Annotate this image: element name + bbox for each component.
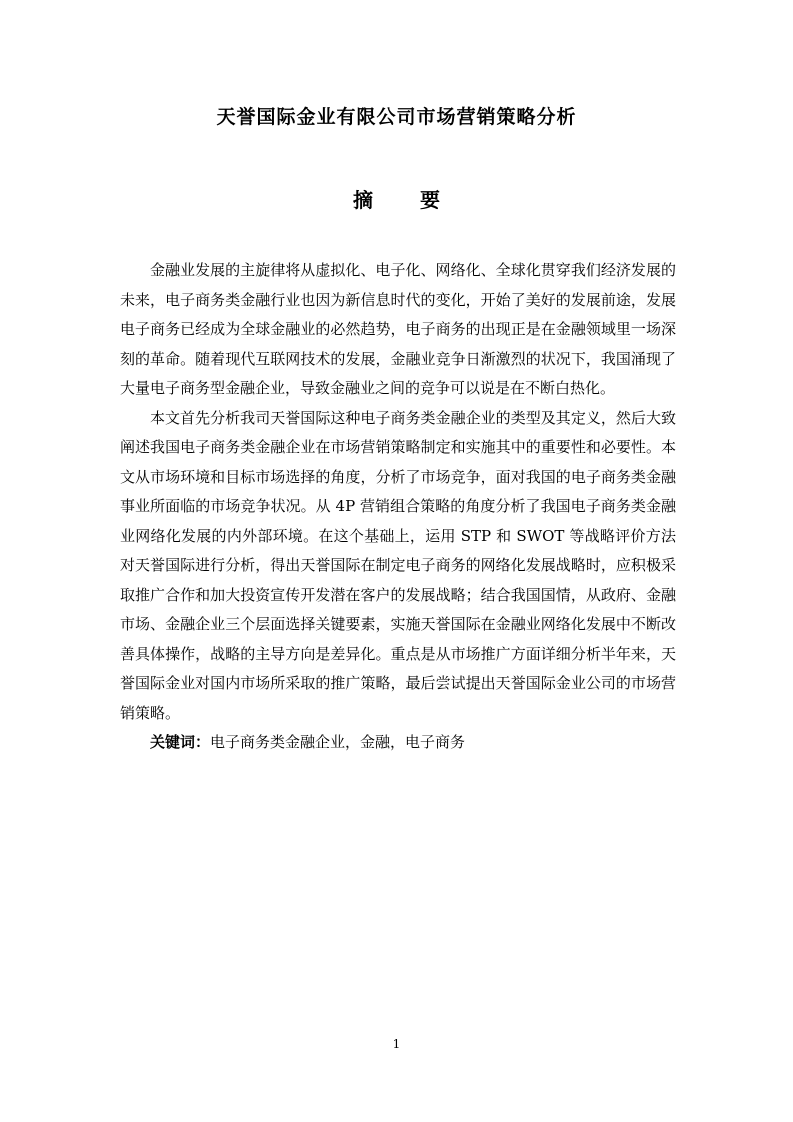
keywords-text: 电子商务类金融企业，金融，电子商务 xyxy=(210,733,466,751)
abstract-paragraph-1: 金融业发展的主旋律将从虚拟化、电子化、网络化、全球化贯穿我们经济发展的未来，电子商务类金融行业也因为新信息时代的变化，开始了美好的发展前途，发展电子商务已经成为全球金融业的必然趋势，电子商务的出现正是在金融领域里一场深刻的革命。随着现代互联网技术的发展，金融业竞争日渐激烈的状况下，我国涌现了大量电子商务型金融企业，导致金融业之间的竞争可以说是在不断白热化。 xyxy=(120,261,676,397)
abstract-body xyxy=(120,256,676,758)
document-title: 天誉国际金业有限公司市场营销策略分析 xyxy=(216,106,577,128)
keywords-line xyxy=(120,728,676,758)
abstract-heading: 摘 要 xyxy=(353,188,460,212)
abstract-paragraph-2: 本文首先分析我司天誉国际这种电子商务类金融企业的类型及其定义，然后大致阐述我国电子商务类金融企业在市场营销策略制定和实施其中的重要性和必要性。本文从市场环境和目标市场选择的角度，分析了市场竞争，面对我国的电子商务类金融事业所面临的市场竞争状况。从 4P 营销组合策略的角度分析了我国电子商务类金融业网络化发展的内外部环境。在这个基础上，运用 STP 和 SWOT 等战略评价方法对天誉国际进行分析，得出天誉国际在制定电子商务的网络化发展战略时，应积极采取推广合作和加大投资宣传开发潜在客户的发展战略；结合我国国情，从政府、金融市场、金融企业三个层面选择关键要素，实施天誉国际在金融业网络化发展中不断改善具体操作，战略的主导方向是差异化。重点是从市场推广方面详细分析半年来，天誉国际金业对国内市场所采取的推广策略，最后尝试提出天誉国际金业公司的市场营销策略。 xyxy=(120,408,676,722)
keywords-label: 关键词： xyxy=(150,733,211,751)
page-number: 1 xyxy=(392,1037,401,1051)
